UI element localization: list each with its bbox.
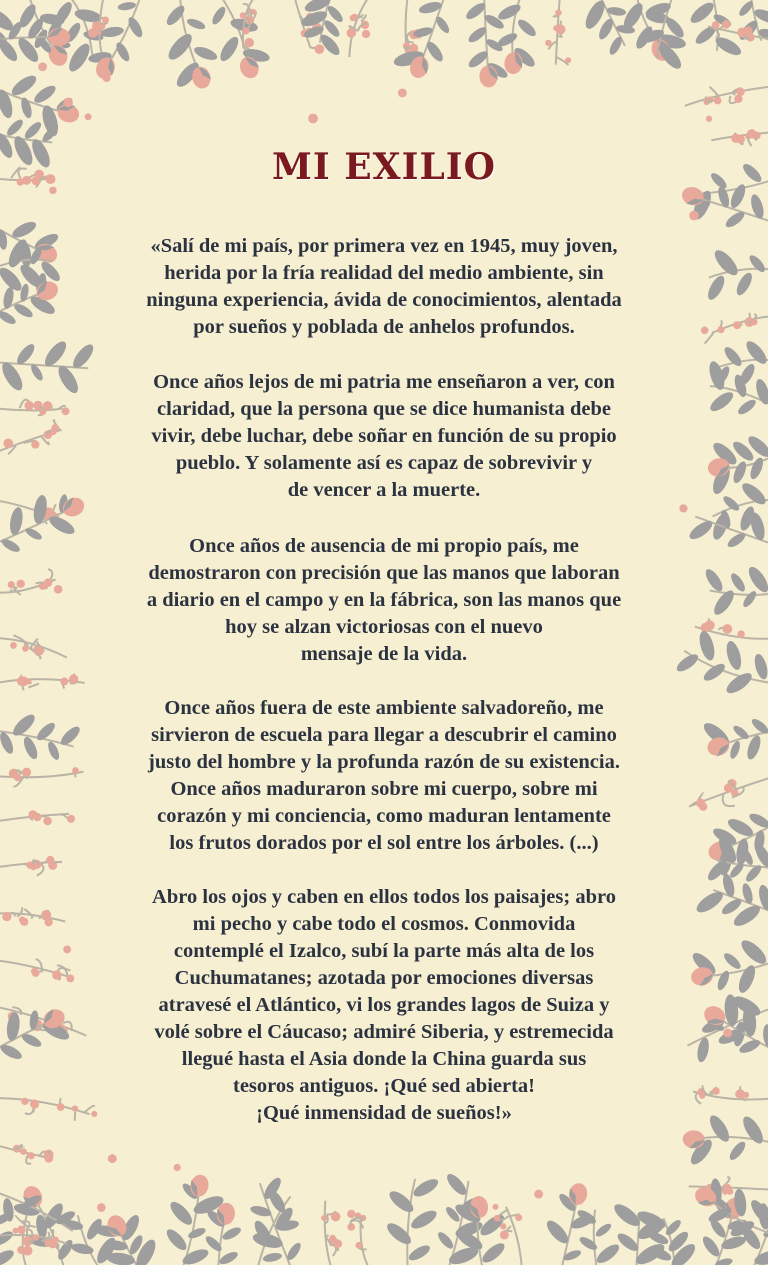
stem-shape	[685, 86, 768, 106]
berry-shape	[10, 769, 17, 776]
berry-shape	[308, 114, 318, 124]
leaf-shape	[187, 1226, 207, 1240]
berry-shape	[534, 1190, 543, 1199]
berry-shape	[67, 815, 75, 823]
berry-shape	[722, 20, 730, 28]
leaf-shape	[2, 286, 15, 310]
berry-shape	[69, 674, 78, 683]
line: Once años de ausencia de mi propio país, me	[189, 535, 579, 557]
leaf-shape	[221, 1225, 243, 1242]
berry-shape	[242, 27, 249, 34]
leaf-shape	[688, 0, 717, 26]
leaf-shape	[752, 653, 768, 681]
berry-shape	[556, 25, 566, 35]
leaf-shape	[729, 571, 748, 593]
berry-shape	[500, 1230, 509, 1239]
berry-shape	[28, 1152, 35, 1159]
stem-shape	[710, 591, 768, 595]
berry-shape	[708, 1195, 715, 1202]
berry-shape	[63, 945, 71, 953]
berry-shape	[8, 581, 15, 588]
berry-shape	[66, 974, 74, 982]
berry-shape	[747, 129, 756, 138]
line: mensaje de la vida.	[300, 643, 468, 665]
berry-shape	[16, 580, 24, 588]
leaf-shape	[706, 1112, 733, 1144]
berry-shape	[38, 62, 47, 71]
line: sirvieron de escuela para llegar a descubrir el camino	[151, 724, 617, 746]
berry-shape	[108, 1154, 117, 1163]
berry-shape	[333, 1239, 342, 1248]
leaf-shape	[5, 117, 26, 138]
berry-shape	[35, 647, 44, 656]
berry-shape	[329, 1235, 336, 1242]
berry-shape	[32, 970, 39, 977]
berry-shape	[50, 428, 57, 435]
berry-shape	[244, 38, 254, 48]
berry-shape	[355, 1242, 362, 1249]
leaf-shape	[734, 270, 755, 297]
berry-shape	[679, 504, 687, 512]
berry-shape	[398, 88, 407, 97]
berry-shape	[25, 678, 31, 684]
berry-shape	[17, 676, 27, 686]
berry-shape	[72, 1105, 78, 1111]
leaf-shape	[217, 34, 242, 64]
berry-shape	[41, 910, 51, 920]
berry-shape	[545, 40, 551, 46]
berry-shape	[714, 97, 722, 105]
berry-shape	[565, 57, 571, 63]
line: los frutos dorados por el sol entre los árboles. (...)	[169, 832, 599, 854]
berry-shape	[53, 1237, 59, 1243]
leaf-shape	[384, 1220, 414, 1248]
leaf-shape	[745, 564, 768, 595]
line: llegué hasta el Asia donde la China guarda sus	[181, 1048, 587, 1070]
berry-shape	[723, 1184, 731, 1192]
berry-shape	[555, 10, 561, 16]
leaf-shape	[262, 1252, 283, 1264]
berry-shape	[737, 630, 744, 637]
leaf-shape	[210, 5, 228, 27]
line: corazón y mi conciencia, como maduran lentamente	[157, 805, 611, 827]
berry-shape	[362, 30, 370, 38]
berry-shape	[174, 1164, 181, 1171]
leaf-shape	[754, 377, 768, 406]
paragraph-2	[104, 369, 664, 504]
leaf-shape	[58, 724, 82, 748]
leaf-shape	[711, 247, 741, 279]
berry-shape	[736, 135, 745, 144]
berry-shape	[33, 813, 41, 821]
line: a diario en el campo y en la fábrica, son las manos que	[146, 589, 622, 611]
leaf-shape	[165, 30, 196, 63]
leaf-shape	[479, 1240, 507, 1265]
berry-shape	[321, 1215, 327, 1221]
leaf-shape	[594, 1221, 613, 1238]
berry-shape	[21, 1098, 28, 1105]
stem-shape	[17, 907, 22, 916]
berry-shape	[347, 1210, 355, 1218]
leaf-shape	[515, 17, 538, 39]
line: atravesé el Atlántico, vi los grandes lagos de Suiza y	[158, 994, 610, 1016]
leaf-shape	[543, 1217, 571, 1246]
berry-shape	[52, 970, 61, 979]
paragraph-5	[104, 884, 664, 1127]
leaf-shape	[727, 1139, 748, 1162]
berry-shape	[91, 1111, 97, 1117]
berry-shape	[736, 88, 744, 96]
leaf-shape	[41, 338, 70, 369]
line: tesoros antiguos. ¡Qué sed abierta!	[233, 1075, 535, 1097]
leaf-shape	[407, 1243, 433, 1264]
leaf-shape	[747, 253, 767, 275]
berry-shape	[240, 12, 246, 18]
line: ¡Qué inmensidad de sueños!»	[256, 1102, 512, 1124]
berry-shape	[43, 817, 52, 826]
leaf-shape	[0, 1247, 16, 1265]
berry-shape	[54, 585, 63, 594]
berry-shape	[2, 912, 11, 921]
berry-shape	[44, 1154, 53, 1163]
berry-shape	[97, 1203, 106, 1212]
leaf-shape	[697, 629, 717, 662]
stem-shape	[325, 1201, 332, 1265]
berry-shape	[102, 16, 109, 23]
leaf-shape	[0, 1042, 24, 1062]
leaf-shape	[19, 96, 33, 119]
leaf-shape	[408, 1207, 439, 1232]
berry-shape	[25, 401, 34, 410]
leaf-shape	[722, 951, 743, 972]
leaf-shape	[186, 17, 207, 31]
leaf-shape	[736, 397, 758, 417]
berry-shape	[515, 1214, 522, 1221]
berry-shape	[701, 326, 709, 334]
leaf-shape	[444, 1171, 470, 1198]
berry-shape	[315, 44, 325, 54]
paragraph-1	[104, 233, 664, 341]
berry-shape	[46, 856, 54, 864]
berry-shape	[331, 1212, 341, 1222]
berry-shape	[33, 1234, 39, 1240]
line: demostraron con precisión que las manos que laboran	[148, 562, 620, 584]
line: Once años maduraron sobre mi cuerpo, sobre mi	[170, 778, 598, 800]
berry-shape	[57, 1103, 65, 1111]
berry-shape	[733, 321, 741, 329]
leaf-shape	[0, 309, 18, 327]
berry-shape	[699, 1092, 705, 1098]
stem-shape	[594, 1210, 598, 1265]
berry-shape	[60, 678, 68, 686]
leaf-shape	[167, 1198, 196, 1228]
leaf-shape	[747, 811, 768, 830]
berry-shape	[723, 1029, 732, 1038]
leaf-shape	[164, 1226, 190, 1253]
stem-shape	[705, 332, 714, 343]
berry-shape	[72, 767, 79, 774]
leaf-shape	[22, 120, 43, 141]
leaf-shape	[32, 83, 59, 106]
berry-shape	[3, 438, 13, 448]
line: ninguna experiencia, ávida de conocimientos, alentada	[146, 289, 622, 311]
leaf-shape	[741, 589, 759, 609]
berry-shape	[22, 768, 31, 777]
leaf-shape	[218, 1250, 240, 1265]
berry-shape	[492, 1204, 498, 1210]
stem-shape	[361, 1216, 370, 1265]
berry-shape	[20, 1148, 27, 1155]
leaf-shape	[70, 341, 97, 371]
leaf-shape	[705, 273, 728, 302]
berry-shape	[44, 579, 52, 587]
line: Cuchumatanes; azotada por emociones diversas	[174, 967, 594, 989]
leaf-shape	[578, 1235, 599, 1253]
berry-shape	[44, 1240, 51, 1247]
berry-shape	[500, 1223, 506, 1229]
line: mi pecho y cabe todo el cosmos. Conmovida	[192, 913, 576, 935]
stem-shape	[0, 638, 67, 658]
berry-shape	[689, 211, 699, 221]
leaf-shape	[724, 639, 744, 671]
line: contemplé el Izalco, subí la parte más alta de los	[173, 940, 595, 962]
line: herida por la fría realidad del medio ambiente, sin	[164, 262, 604, 284]
berry-shape	[494, 1215, 500, 1221]
paragraph-3	[104, 533, 664, 668]
berry-shape	[718, 326, 725, 333]
leaf-shape	[249, 1204, 272, 1218]
berry-shape	[13, 1228, 19, 1234]
leaf-shape	[707, 389, 736, 415]
page-title: MI EXILIO	[272, 146, 496, 188]
leaf-shape	[701, 661, 727, 684]
berry-shape	[92, 21, 101, 30]
berry-shape	[30, 864, 36, 870]
leaf-shape	[703, 567, 726, 594]
berry-shape	[735, 1089, 745, 1099]
paragraph-4	[104, 695, 664, 857]
berry-shape	[722, 624, 732, 634]
berry-shape	[23, 1246, 33, 1256]
line: pueblo. Y solamente así es capaz de sobrevivir y	[175, 452, 593, 474]
leaf-shape	[117, 1, 136, 12]
berry-shape	[347, 28, 356, 37]
leaf-shape	[192, 44, 218, 62]
leaf-shape	[436, 1230, 456, 1251]
leaf-shape	[594, 1241, 622, 1265]
berry-shape	[712, 21, 720, 29]
berry-shape	[737, 27, 747, 37]
line: claridad, que la persona que se dice humanista debe	[157, 398, 611, 420]
leaf-shape	[0, 229, 8, 250]
leaf-shape	[674, 651, 701, 674]
berry-shape	[62, 407, 70, 415]
berry-shape	[30, 1099, 39, 1108]
berry-shape	[19, 917, 26, 924]
leaf-shape	[24, 526, 44, 542]
berry-shape	[751, 319, 757, 325]
berry-shape	[10, 642, 17, 649]
berry-shape	[350, 15, 356, 21]
leaf-shape	[14, 341, 37, 367]
berry-shape	[706, 116, 712, 122]
berry-shape	[31, 440, 39, 448]
leaf-shape	[738, 937, 768, 968]
berry-shape	[734, 95, 742, 103]
line: hoy se alzan victoriosas con el nuevo	[225, 616, 543, 638]
berry-shape	[85, 113, 92, 120]
berry-shape	[696, 798, 705, 807]
leaf-shape	[21, 735, 40, 761]
line: vivir, debe luchar, debe soñar en función de su propio	[151, 425, 617, 447]
berry-shape	[22, 645, 28, 651]
leaf-shape	[743, 338, 768, 367]
line: de vencer a la muerte.	[287, 479, 481, 501]
bud-shape	[701, 1002, 729, 1029]
line: volé sobre el Cáucaso; admiré Siberia, y estremecida	[154, 1021, 614, 1043]
line: Abro los ojos y caben en ellos todos los paisajes; abro	[152, 886, 616, 908]
berry-shape	[724, 784, 733, 793]
leaf-shape	[0, 36, 20, 64]
berry-shape	[705, 620, 715, 630]
berry-shape	[103, 74, 111, 82]
line: «Salí de mi país, por primera vez en 1945, muy joven,	[150, 235, 618, 257]
berry-shape	[712, 1087, 720, 1095]
line: Once años fuera de este ambiente salvadoreño, me	[164, 697, 604, 719]
line: por sueños y poblada de anhelos profundos.	[193, 316, 575, 338]
line: justo del hombre y la profunda razón de su existencia.	[148, 751, 620, 773]
berry-shape	[63, 98, 73, 108]
berry-shape	[43, 401, 52, 410]
line: Once años lejos de mi patria me enseñaron a ver, con	[153, 371, 615, 393]
